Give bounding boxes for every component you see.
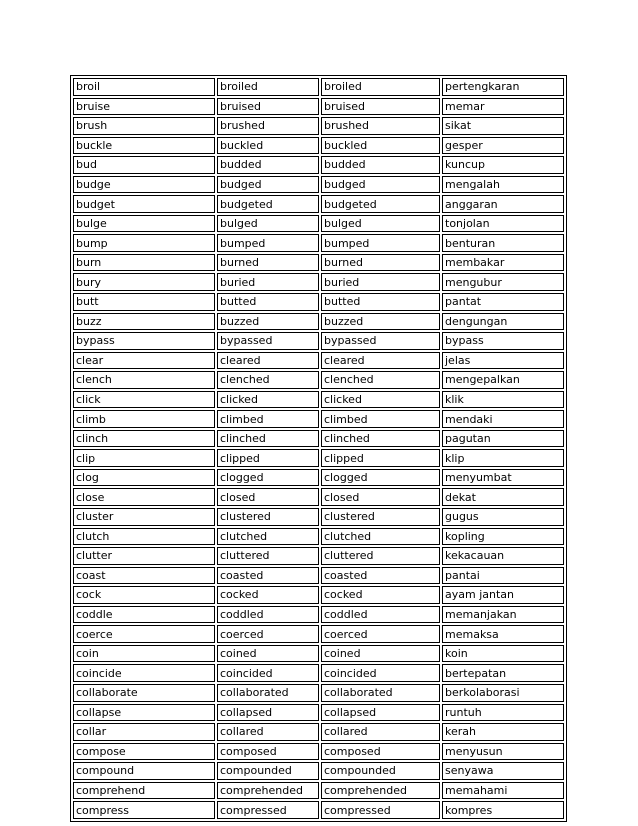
translation-cell: mengalah	[442, 176, 564, 194]
past-participle-cell: broiled	[321, 78, 440, 96]
base-form-cell: clip	[73, 449, 215, 467]
past-participle-cell: cluttered	[321, 547, 440, 565]
base-form-cell: budge	[73, 176, 215, 194]
translation-cell: pertengkaran	[442, 78, 564, 96]
table-row	[73, 547, 564, 565]
translation-cell: memanjakan	[442, 606, 564, 624]
table-row	[73, 410, 564, 428]
verb-table-body	[73, 78, 564, 819]
past-participle-cell: buckled	[321, 137, 440, 155]
past-form-cell: clenched	[217, 371, 319, 389]
translation-cell: runtuh	[442, 704, 564, 722]
translation-cell: memahami	[442, 782, 564, 800]
translation-cell: mengepalkan	[442, 371, 564, 389]
table-row	[73, 606, 564, 624]
table-row	[73, 352, 564, 370]
table-row	[73, 430, 564, 448]
translation-cell: menyusun	[442, 743, 564, 761]
past-participle-cell: collared	[321, 723, 440, 741]
past-form-cell: clicked	[217, 391, 319, 409]
past-participle-cell: budded	[321, 156, 440, 174]
base-form-cell: click	[73, 391, 215, 409]
base-form-cell: clutter	[73, 547, 215, 565]
past-participle-cell: compressed	[321, 801, 440, 819]
past-form-cell: bulged	[217, 215, 319, 233]
base-form-cell: buckle	[73, 137, 215, 155]
past-form-cell: compressed	[217, 801, 319, 819]
past-participle-cell: composed	[321, 743, 440, 761]
translation-cell: dekat	[442, 488, 564, 506]
past-participle-cell: collaborated	[321, 684, 440, 702]
base-form-cell: clench	[73, 371, 215, 389]
base-form-cell: bud	[73, 156, 215, 174]
translation-cell: pantai	[442, 567, 564, 585]
past-form-cell: cleared	[217, 352, 319, 370]
base-form-cell: coincide	[73, 664, 215, 682]
past-form-cell: buzzed	[217, 313, 319, 331]
past-participle-cell: climbed	[321, 410, 440, 428]
past-form-cell: closed	[217, 488, 319, 506]
table-row	[73, 332, 564, 350]
past-participle-cell: coddled	[321, 606, 440, 624]
past-form-cell: comprehended	[217, 782, 319, 800]
base-form-cell: climb	[73, 410, 215, 428]
table-row	[73, 156, 564, 174]
translation-cell: berkolaborasi	[442, 684, 564, 702]
past-participle-cell: budgeted	[321, 195, 440, 213]
past-form-cell: climbed	[217, 410, 319, 428]
past-participle-cell: bulged	[321, 215, 440, 233]
translation-cell: menyumbat	[442, 469, 564, 487]
past-participle-cell: buried	[321, 273, 440, 291]
table-row	[73, 254, 564, 272]
table-row	[73, 98, 564, 116]
base-form-cell: clog	[73, 469, 215, 487]
table-row	[73, 684, 564, 702]
table-row	[73, 801, 564, 819]
table-row	[73, 176, 564, 194]
past-participle-cell: budged	[321, 176, 440, 194]
past-form-cell: coincided	[217, 664, 319, 682]
past-form-cell: butted	[217, 293, 319, 311]
base-form-cell: coddle	[73, 606, 215, 624]
table-row	[73, 117, 564, 135]
base-form-cell: close	[73, 488, 215, 506]
translation-cell: bertepatan	[442, 664, 564, 682]
past-participle-cell: clustered	[321, 508, 440, 526]
past-participle-cell: buzzed	[321, 313, 440, 331]
past-form-cell: clinched	[217, 430, 319, 448]
base-form-cell: collar	[73, 723, 215, 741]
past-form-cell: clogged	[217, 469, 319, 487]
table-row	[73, 528, 564, 546]
past-form-cell: collared	[217, 723, 319, 741]
translation-cell: sikat	[442, 117, 564, 135]
past-form-cell: buckled	[217, 137, 319, 155]
table-row	[73, 293, 564, 311]
table-row	[73, 469, 564, 487]
past-form-cell: budged	[217, 176, 319, 194]
translation-cell: pagutan	[442, 430, 564, 448]
base-form-cell: butt	[73, 293, 215, 311]
table-row	[73, 762, 564, 780]
table-row	[73, 137, 564, 155]
base-form-cell: bulge	[73, 215, 215, 233]
base-form-cell: collaborate	[73, 684, 215, 702]
translation-cell: kompres	[442, 801, 564, 819]
base-form-cell: bruise	[73, 98, 215, 116]
translation-cell: pantat	[442, 293, 564, 311]
past-form-cell: collapsed	[217, 704, 319, 722]
translation-cell: tonjolan	[442, 215, 564, 233]
past-participle-cell: brushed	[321, 117, 440, 135]
past-participle-cell: collapsed	[321, 704, 440, 722]
past-participle-cell: clicked	[321, 391, 440, 409]
past-participle-cell: cocked	[321, 586, 440, 604]
past-participle-cell: coerced	[321, 625, 440, 643]
base-form-cell: coin	[73, 645, 215, 663]
past-form-cell: compounded	[217, 762, 319, 780]
past-form-cell: clustered	[217, 508, 319, 526]
past-form-cell: coerced	[217, 625, 319, 643]
past-form-cell: coined	[217, 645, 319, 663]
past-participle-cell: clipped	[321, 449, 440, 467]
base-form-cell: compress	[73, 801, 215, 819]
base-form-cell: comprehend	[73, 782, 215, 800]
translation-cell: anggaran	[442, 195, 564, 213]
translation-cell: gesper	[442, 137, 564, 155]
past-form-cell: budded	[217, 156, 319, 174]
past-participle-cell: closed	[321, 488, 440, 506]
past-participle-cell: burned	[321, 254, 440, 272]
table-row	[73, 586, 564, 604]
base-form-cell: clinch	[73, 430, 215, 448]
past-form-cell: coddled	[217, 606, 319, 624]
translation-cell: senyawa	[442, 762, 564, 780]
translation-cell: kuncup	[442, 156, 564, 174]
past-form-cell: brushed	[217, 117, 319, 135]
base-form-cell: collapse	[73, 704, 215, 722]
translation-cell: jelas	[442, 352, 564, 370]
base-form-cell: clear	[73, 352, 215, 370]
translation-cell: memaksa	[442, 625, 564, 643]
base-form-cell: burn	[73, 254, 215, 272]
base-form-cell: bump	[73, 234, 215, 252]
base-form-cell: broil	[73, 78, 215, 96]
table-row	[73, 371, 564, 389]
past-form-cell: budgeted	[217, 195, 319, 213]
translation-cell: membakar	[442, 254, 564, 272]
base-form-cell: bury	[73, 273, 215, 291]
table-row	[73, 234, 564, 252]
translation-cell: memar	[442, 98, 564, 116]
translation-cell: koin	[442, 645, 564, 663]
base-form-cell: compound	[73, 762, 215, 780]
table-row	[73, 704, 564, 722]
translation-cell: ayam jantan	[442, 586, 564, 604]
past-participle-cell: comprehended	[321, 782, 440, 800]
past-form-cell: buried	[217, 273, 319, 291]
past-form-cell: bypassed	[217, 332, 319, 350]
past-form-cell: cocked	[217, 586, 319, 604]
table-row	[73, 723, 564, 741]
past-participle-cell: clinched	[321, 430, 440, 448]
base-form-cell: coast	[73, 567, 215, 585]
translation-cell: kerah	[442, 723, 564, 741]
verb-table	[70, 75, 567, 822]
base-form-cell: compose	[73, 743, 215, 761]
table-row	[73, 625, 564, 643]
translation-cell: kekacauan	[442, 547, 564, 565]
translation-cell: dengungan	[442, 313, 564, 331]
past-form-cell: clutched	[217, 528, 319, 546]
table-row	[73, 508, 564, 526]
translation-cell: kopling	[442, 528, 564, 546]
past-participle-cell: bruised	[321, 98, 440, 116]
past-participle-cell: coasted	[321, 567, 440, 585]
past-form-cell: burned	[217, 254, 319, 272]
table-row	[73, 78, 564, 96]
base-form-cell: coerce	[73, 625, 215, 643]
base-form-cell: clutch	[73, 528, 215, 546]
base-form-cell: bypass	[73, 332, 215, 350]
past-form-cell: cluttered	[217, 547, 319, 565]
table-row	[73, 488, 564, 506]
past-participle-cell: clenched	[321, 371, 440, 389]
past-participle-cell: clogged	[321, 469, 440, 487]
past-participle-cell: coincided	[321, 664, 440, 682]
translation-cell: gugus	[442, 508, 564, 526]
table-row	[73, 743, 564, 761]
table-row	[73, 273, 564, 291]
past-form-cell: broiled	[217, 78, 319, 96]
past-participle-cell: butted	[321, 293, 440, 311]
table-row	[73, 195, 564, 213]
past-form-cell: composed	[217, 743, 319, 761]
past-form-cell: bruised	[217, 98, 319, 116]
table-row	[73, 782, 564, 800]
table-row	[73, 567, 564, 585]
table-row	[73, 449, 564, 467]
past-participle-cell: cleared	[321, 352, 440, 370]
past-form-cell: coasted	[217, 567, 319, 585]
table-row	[73, 215, 564, 233]
base-form-cell: brush	[73, 117, 215, 135]
translation-cell: mengubur	[442, 273, 564, 291]
past-participle-cell: compounded	[321, 762, 440, 780]
table-row	[73, 391, 564, 409]
past-participle-cell: clutched	[321, 528, 440, 546]
base-form-cell: buzz	[73, 313, 215, 331]
table-row	[73, 313, 564, 331]
translation-cell: bypass	[442, 332, 564, 350]
translation-cell: benturan	[442, 234, 564, 252]
translation-cell: mendaki	[442, 410, 564, 428]
base-form-cell: cluster	[73, 508, 215, 526]
past-form-cell: bumped	[217, 234, 319, 252]
table-row	[73, 664, 564, 682]
past-participle-cell: coined	[321, 645, 440, 663]
translation-cell: klik	[442, 391, 564, 409]
translation-cell: klip	[442, 449, 564, 467]
past-participle-cell: bypassed	[321, 332, 440, 350]
table-row	[73, 645, 564, 663]
past-form-cell: clipped	[217, 449, 319, 467]
past-form-cell: collaborated	[217, 684, 319, 702]
past-participle-cell: bumped	[321, 234, 440, 252]
base-form-cell: cock	[73, 586, 215, 604]
base-form-cell: budget	[73, 195, 215, 213]
